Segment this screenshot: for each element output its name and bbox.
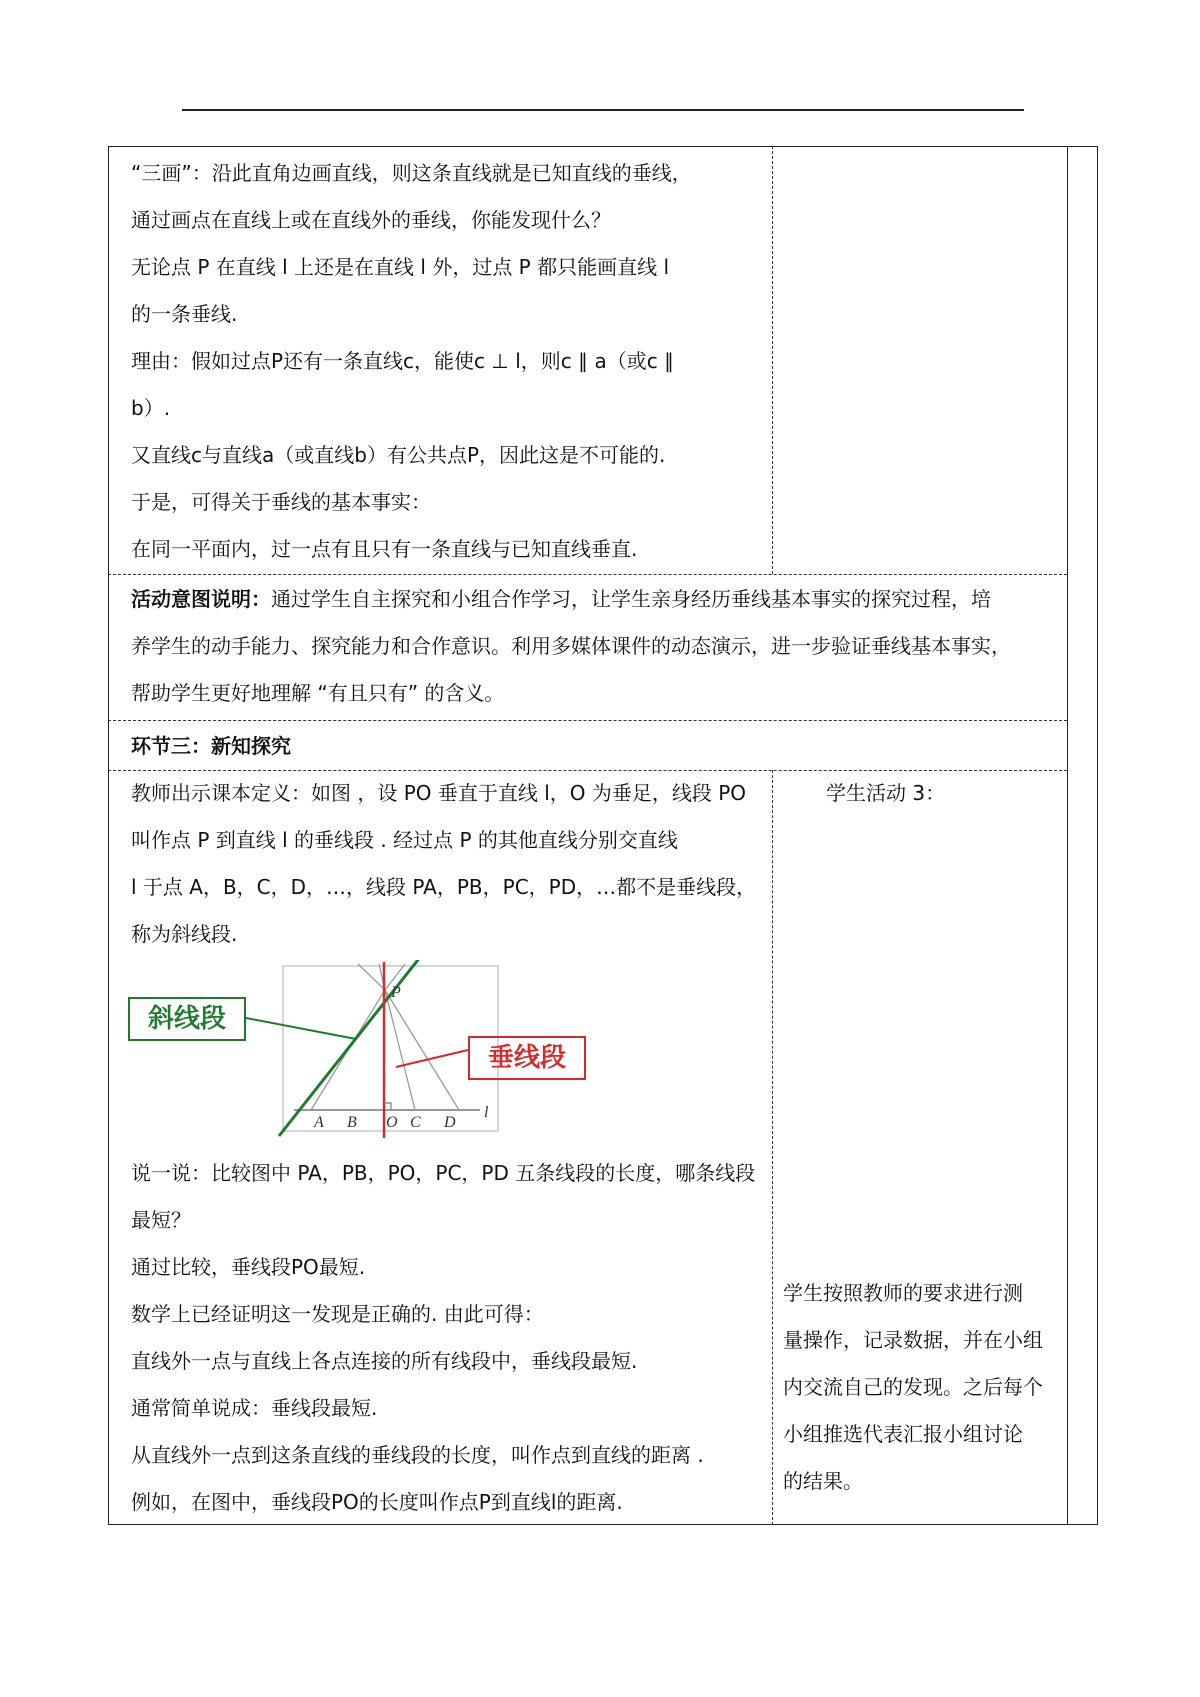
perpendicular-segment-label: 垂线段 [468,1036,586,1080]
text-line: 学生按照教师的要求进行测 [783,1281,1023,1305]
text-line: 从直线外一点到这条直线的垂线段的长度，叫作点到直线的距离 . [131,1443,704,1467]
text-line: 最短？ [131,1208,191,1232]
text-line: 帮助学生更好地理解 “有且只有” 的含义。 [131,681,505,705]
student-activity-title: 学生活动 3： [826,781,946,805]
text-line: 教师出示课本定义：如图 ，设 PO 垂直于直线 l，O 为垂足，线段 PO [131,781,747,805]
perpendicular-figure [128,960,598,1140]
text-line: 于是，可得关于垂线的基本事实： [131,490,431,514]
text-line: 称为斜线段. [131,922,238,946]
text-line: “三画”：沿此直角边画直线，则这条直线就是已知直线的垂线， [131,161,692,185]
text-line: 理由：假如过点P还有一条直线c，能使c ⊥ l，则c ∥ a（或c ∥ [131,349,675,373]
point-label-b: B [347,1114,357,1131]
point-label-d: D [444,1114,456,1131]
text-line: 小组推选代表汇报小组讨论 [783,1422,1023,1446]
activity-intent-label: 活动意图说明： [131,587,271,611]
column-divider [772,146,773,574]
row-divider [108,720,1067,721]
text-line: 说一说：比较图中 PA，PB，PO，PC，PD 五条线段的长度，哪条线段 [131,1161,756,1185]
text-line: 数学上已经证明这一发现是正确的. 由此可得： [131,1302,544,1326]
text-line: 养学生的动手能力、探究能力和合作意识。利用多媒体课件的动态演示，进一步验证垂线基本事实， [131,634,1011,658]
text-line: 的一条垂线. [131,302,238,326]
definition-text [131,770,756,958]
text-line: 通过画点在直线上或在直线外的垂线，你能发现什么？ [131,208,611,232]
text-line: 通过比较，垂线段PO最短. [131,1255,366,1279]
header-rule [182,109,1024,111]
text-line: 直线外一点与直线上各点连接的所有线段中，垂线段最短. [131,1349,638,1373]
oblique-segment-label: 斜线段 [128,997,246,1041]
activity-intent [131,576,1011,717]
text-line: 又直线c与直线a（或直线b）有公共点P，因此这是不可能的. [131,443,666,467]
comparison-text [131,1150,755,1526]
table-right-border [1067,146,1068,1525]
point-label-p: P [391,984,401,1001]
text-line: 在同一平面内，过一点有且只有一条直线与已知直线垂直. [131,537,638,561]
line-label-l: l [484,1104,489,1121]
text-line: 通常简单说成：垂线段最短. [131,1396,378,1420]
row-divider [108,574,1067,575]
student-activity-text [783,1270,1043,1505]
text-line: 叫作点 P 到直线 l 的垂线段 . 经过点 P 的其他直线分别交直线 [131,828,678,852]
text-line: l 于点 A，B，C，D，…，线段 PA，PB，PC，PD，…都不是垂线段， [131,875,757,899]
point-label-c: C [410,1114,421,1131]
text-line: 通过学生自主探究和小组合作学习，让学生亲身经历垂线基本事实的探究过程，培 [271,587,991,611]
text-line: 无论点 P 在直线 l 上还是在直线 l 外，过点 P 都只能画直线 l [131,255,670,279]
text-line: 内交流自己的发现。之后每个 [783,1375,1043,1399]
text-line: 的结果。 [783,1469,863,1493]
text-line: 例如，在图中，垂线段PO的长度叫作点P到直线l的距离. [131,1490,623,1514]
column-divider [772,770,773,1525]
text-line: b）. [131,396,171,420]
point-label-a: A [314,1114,324,1131]
text-line: 量操作，记录数据，并在小组 [783,1328,1043,1352]
section-title: 环节三：新知探究 [131,734,291,758]
point-label-o: O [386,1114,398,1131]
row1-text [131,150,692,573]
